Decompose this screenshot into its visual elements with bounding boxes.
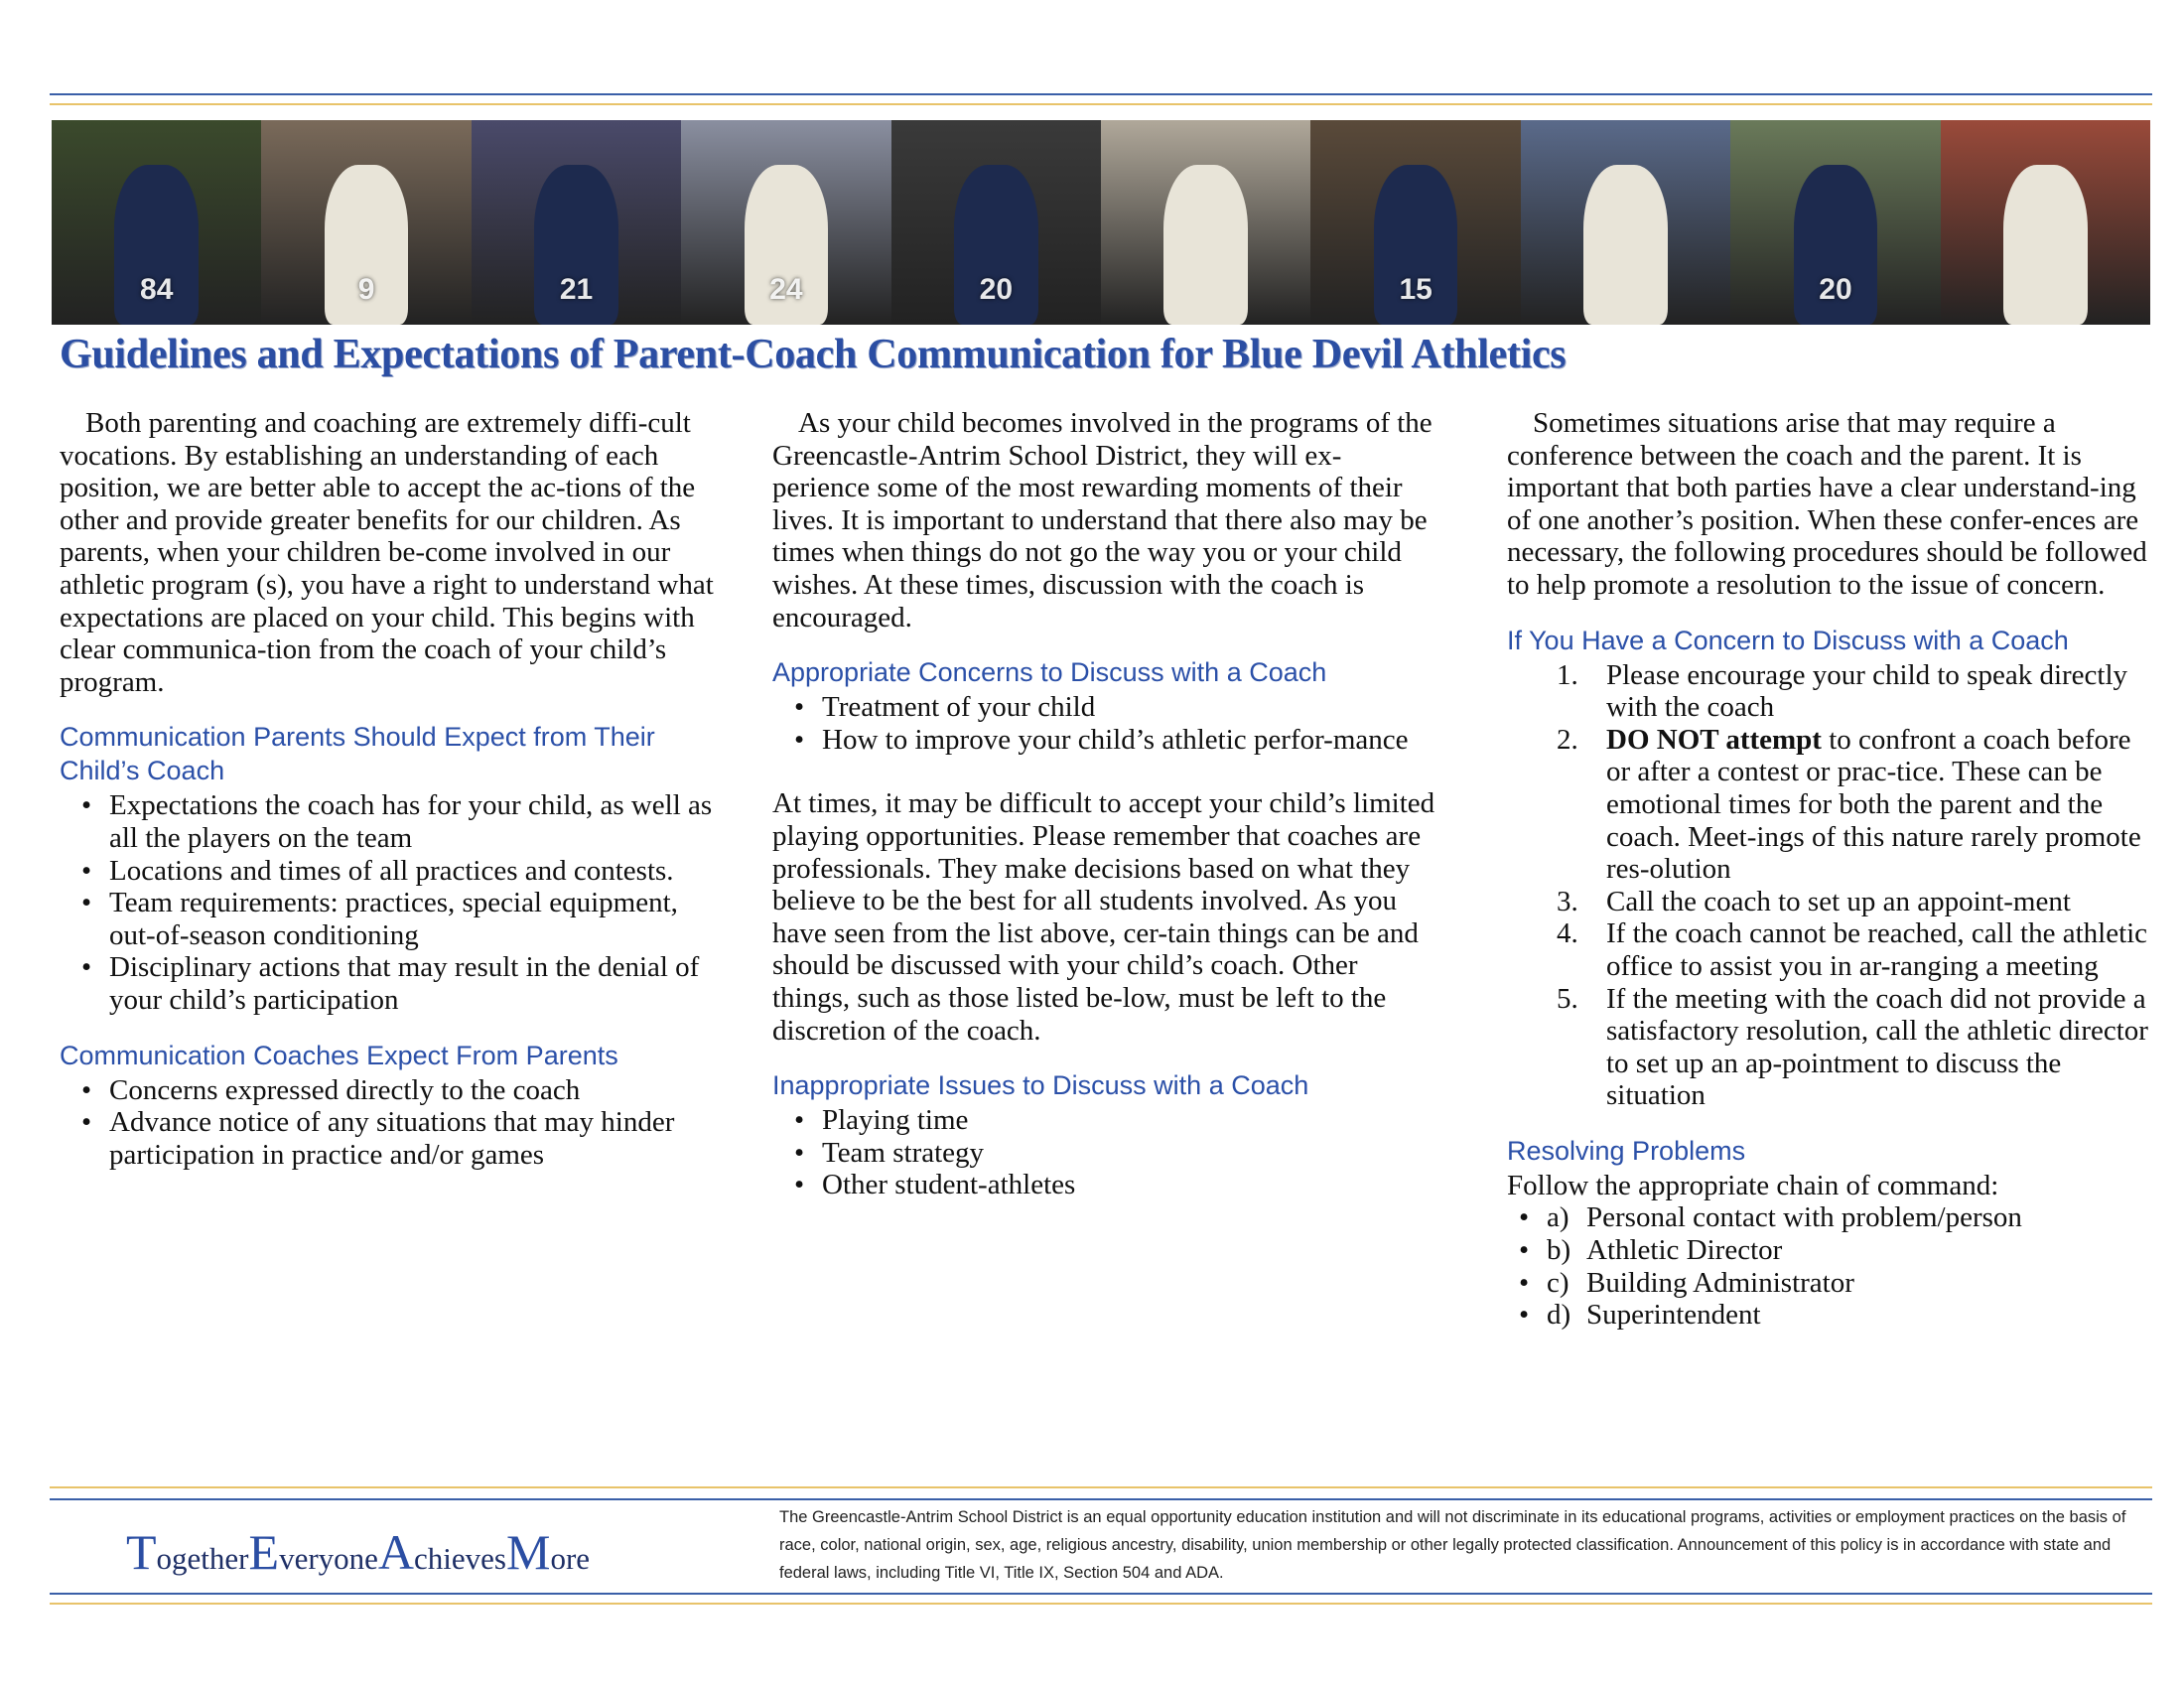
athlete-figure: [1583, 165, 1668, 325]
col3-intro: Sometimes situations arise that may require a conference between the coach and the parent. It is important that both parties have a clear understand-ing of one another’s position. When these confer-ences are necessary, the following procedures should be followed to help promote a resolution to the issue of concern.: [1507, 407, 2147, 601]
motto-capital: E: [248, 1524, 280, 1580]
jersey-number: 21: [559, 273, 594, 306]
top-rule-gold: [50, 103, 2152, 105]
step-text: Please encourage your child to speak directly with the coach: [1606, 658, 2128, 724]
list-item: • Team strategy: [822, 1137, 1437, 1170]
soccer-photo: [472, 120, 681, 325]
step-number: 2.: [1557, 723, 1578, 756]
jersey-number: 15: [1399, 273, 1433, 306]
col2-list-1: [772, 691, 1437, 756]
lacrosse-photo: [261, 120, 471, 325]
athlete-figure: [1163, 165, 1248, 325]
list-item: • Team requirements: practices, special equipment, out-of-season conditioning: [109, 887, 715, 951]
column-1: [60, 407, 715, 1171]
chain-list: [1507, 1201, 2152, 1331]
football-photo: [52, 120, 261, 325]
col3-steps: [1507, 659, 2152, 1112]
list-item: • Playing time: [822, 1104, 1437, 1137]
motto-word: ogether: [156, 1541, 249, 1576]
motto: [126, 1523, 590, 1581]
chain-letter: b): [1547, 1234, 1571, 1267]
col1-list-1: [60, 789, 715, 1016]
motto-capital: A: [377, 1524, 415, 1580]
list-item: • Other student-athletes: [822, 1169, 1437, 1201]
list-item: • Concerns expressed directly to the coach: [109, 1074, 715, 1107]
chain-item: [1547, 1234, 2152, 1267]
page-title: Guidelines and Expectations of Parent-Coach Communication for Blue Devil Athletics: [60, 332, 1567, 377]
step-item: [1557, 917, 2152, 982]
list-item: • Advance notice of any situations that may hinder participation in practice and/or games: [109, 1106, 715, 1171]
motto-capital: M: [505, 1524, 551, 1580]
girls-soccer-photo: [891, 120, 1101, 325]
step-emphasis: DO NOT attempt: [1606, 723, 1822, 756]
chain-letter: d): [1547, 1299, 1571, 1332]
basketball-photo: [681, 120, 890, 325]
chain-item: [1547, 1267, 2152, 1300]
column-2: [772, 407, 1437, 1201]
col2-heading-2: Inappropriate Issues to Discuss with a Coach: [772, 1070, 1309, 1101]
step-item: [1557, 723, 2152, 886]
bottom-rule-blue: [50, 1593, 2152, 1595]
step-text: If the meeting with the coach did not provide a satisfactory resolution, call the athletic director to set up an ap-pointment to discuss the situation: [1606, 982, 2148, 1112]
step-text: to confront a coach before or after a contest or prac-tice. These can be emotional times for both the parent and the coach. Meet-ings of this nature rarely promote res-olution: [1606, 723, 2141, 886]
top-rule-blue: [50, 93, 2152, 95]
col3-heading-1: If You Have a Concern to Discuss with a Coach: [1507, 625, 2069, 655]
col1-heading-2: Communication Coaches Expect From Parents: [60, 1040, 618, 1070]
sports-photo-banner: [52, 120, 2150, 325]
col1-intro: Both parenting and coaching are extremely diffi-cult vocations. By establishing an understanding of each position, we are better able to accept the ac-tions of the other and provide greater benefits for our children. As parents, when your children be-come involved in our athletic program (s), you have a right to understand what expectations are placed on your child. This begins with clear communica-tion from the coach of your child’s program.: [60, 407, 714, 698]
bottom-rule-gold: [50, 1603, 2152, 1605]
girls-basketball-photo: [1310, 120, 1520, 325]
chain-intro: Follow the appropriate chain of command:: [1507, 1169, 1999, 1201]
chain-item: [1547, 1201, 2152, 1234]
motto-word: veryone: [279, 1541, 378, 1576]
step-item: [1557, 658, 2152, 724]
list-item: • Locations and times of all practices and contests.: [109, 855, 715, 888]
step-number: 3.: [1557, 885, 1578, 917]
step-number: 4.: [1557, 917, 1578, 950]
chain-letter: c): [1547, 1266, 1570, 1299]
col1-list-2: [60, 1074, 715, 1172]
list-item: • Expectations the coach has for your child, as well as all the players on the team: [109, 789, 715, 854]
chain-letter: a): [1547, 1201, 1570, 1234]
list-item: • Disciplinary actions that may result in the denial of your child’s participation: [109, 951, 715, 1016]
motto-word: ore: [550, 1541, 591, 1576]
step-item: [1557, 982, 2152, 1112]
chain-text: Superintendent: [1586, 1299, 1761, 1332]
step-number: 1.: [1557, 658, 1578, 691]
eeo-notice: The Greencastle-Antrim School District is an equal opportunity education institution and will not discriminate in its educational programs, activities or employment practices on the basis of race, color, national origin, sex, age, religious ancestry, disability, union membership or other legally protected classification. Announcement of this policy is in accordance with state and federal laws, including Title VI, Title IX, Section 504 and ADA.: [779, 1508, 2126, 1582]
column-3: [1507, 407, 2152, 1332]
list-item: • Treatment of your child: [822, 691, 1437, 724]
track-photo: [1941, 120, 2150, 325]
jersey-number: 20: [979, 273, 1014, 306]
motto-word: chieves: [414, 1541, 506, 1576]
step-text: Call the coach to set up an appoint-ment: [1606, 885, 2071, 917]
jersey-number: 24: [769, 273, 803, 306]
chain-text: Personal contact with problem/person: [1586, 1201, 2022, 1234]
step-item: [1557, 885, 2152, 918]
col2-intro: As your child becomes involved in the programs of the Greencastle-Antrim School District, they will ex-perience some of the most rewarding moments of their lives. It is important to understand that there also may be times when things do not go the way you or your child wishes. At these times, discussion with the coach is encouraged.: [772, 407, 1433, 633]
col2-para-2: At times, it may be difficult to accept your child’s limited playing opportunities. Please remember that coaches are professionals. They make decisions based on what they believe to be the best for all students involved. As you have seen from the list above, cer-tain things can be and should be discussed with your child’s coach. Other things, such as those listed be-low, must be left to the discretion of the coach.: [772, 787, 1435, 1047]
chain-text: Building Administrator: [1586, 1266, 1854, 1299]
jersey-number: 9: [357, 273, 375, 306]
footer-rule-blue-top: [50, 1498, 2152, 1500]
jersey-number: 84: [140, 273, 174, 306]
col3-heading-2: Resolving Problems: [1507, 1135, 1746, 1166]
volleyball-photo: [1101, 120, 1310, 325]
baseball-photo: [1521, 120, 1730, 325]
step-number: 5.: [1557, 982, 1578, 1015]
col2-list-2: [772, 1104, 1437, 1201]
col2-heading-1: Appropriate Concerns to Discuss with a Coach: [772, 657, 1327, 688]
motto-capital: T: [126, 1524, 157, 1580]
chain-text: Athletic Director: [1586, 1234, 1783, 1267]
footer-rule-gold-top: [50, 1486, 2152, 1488]
list-item: • How to improve your child’s athletic perfor-mance: [822, 724, 1437, 757]
step-text: If the coach cannot be reached, call the athletic office to assist you in ar-ranging a meeting: [1606, 917, 2148, 982]
softball-photo: [1730, 120, 1940, 325]
chain-item: [1547, 1299, 2152, 1332]
jersey-number: 20: [1819, 273, 1852, 306]
col1-heading-1: Communication Parents Should Expect from Their Child’s Coach: [60, 722, 655, 786]
athlete-figure: [2003, 165, 2088, 325]
